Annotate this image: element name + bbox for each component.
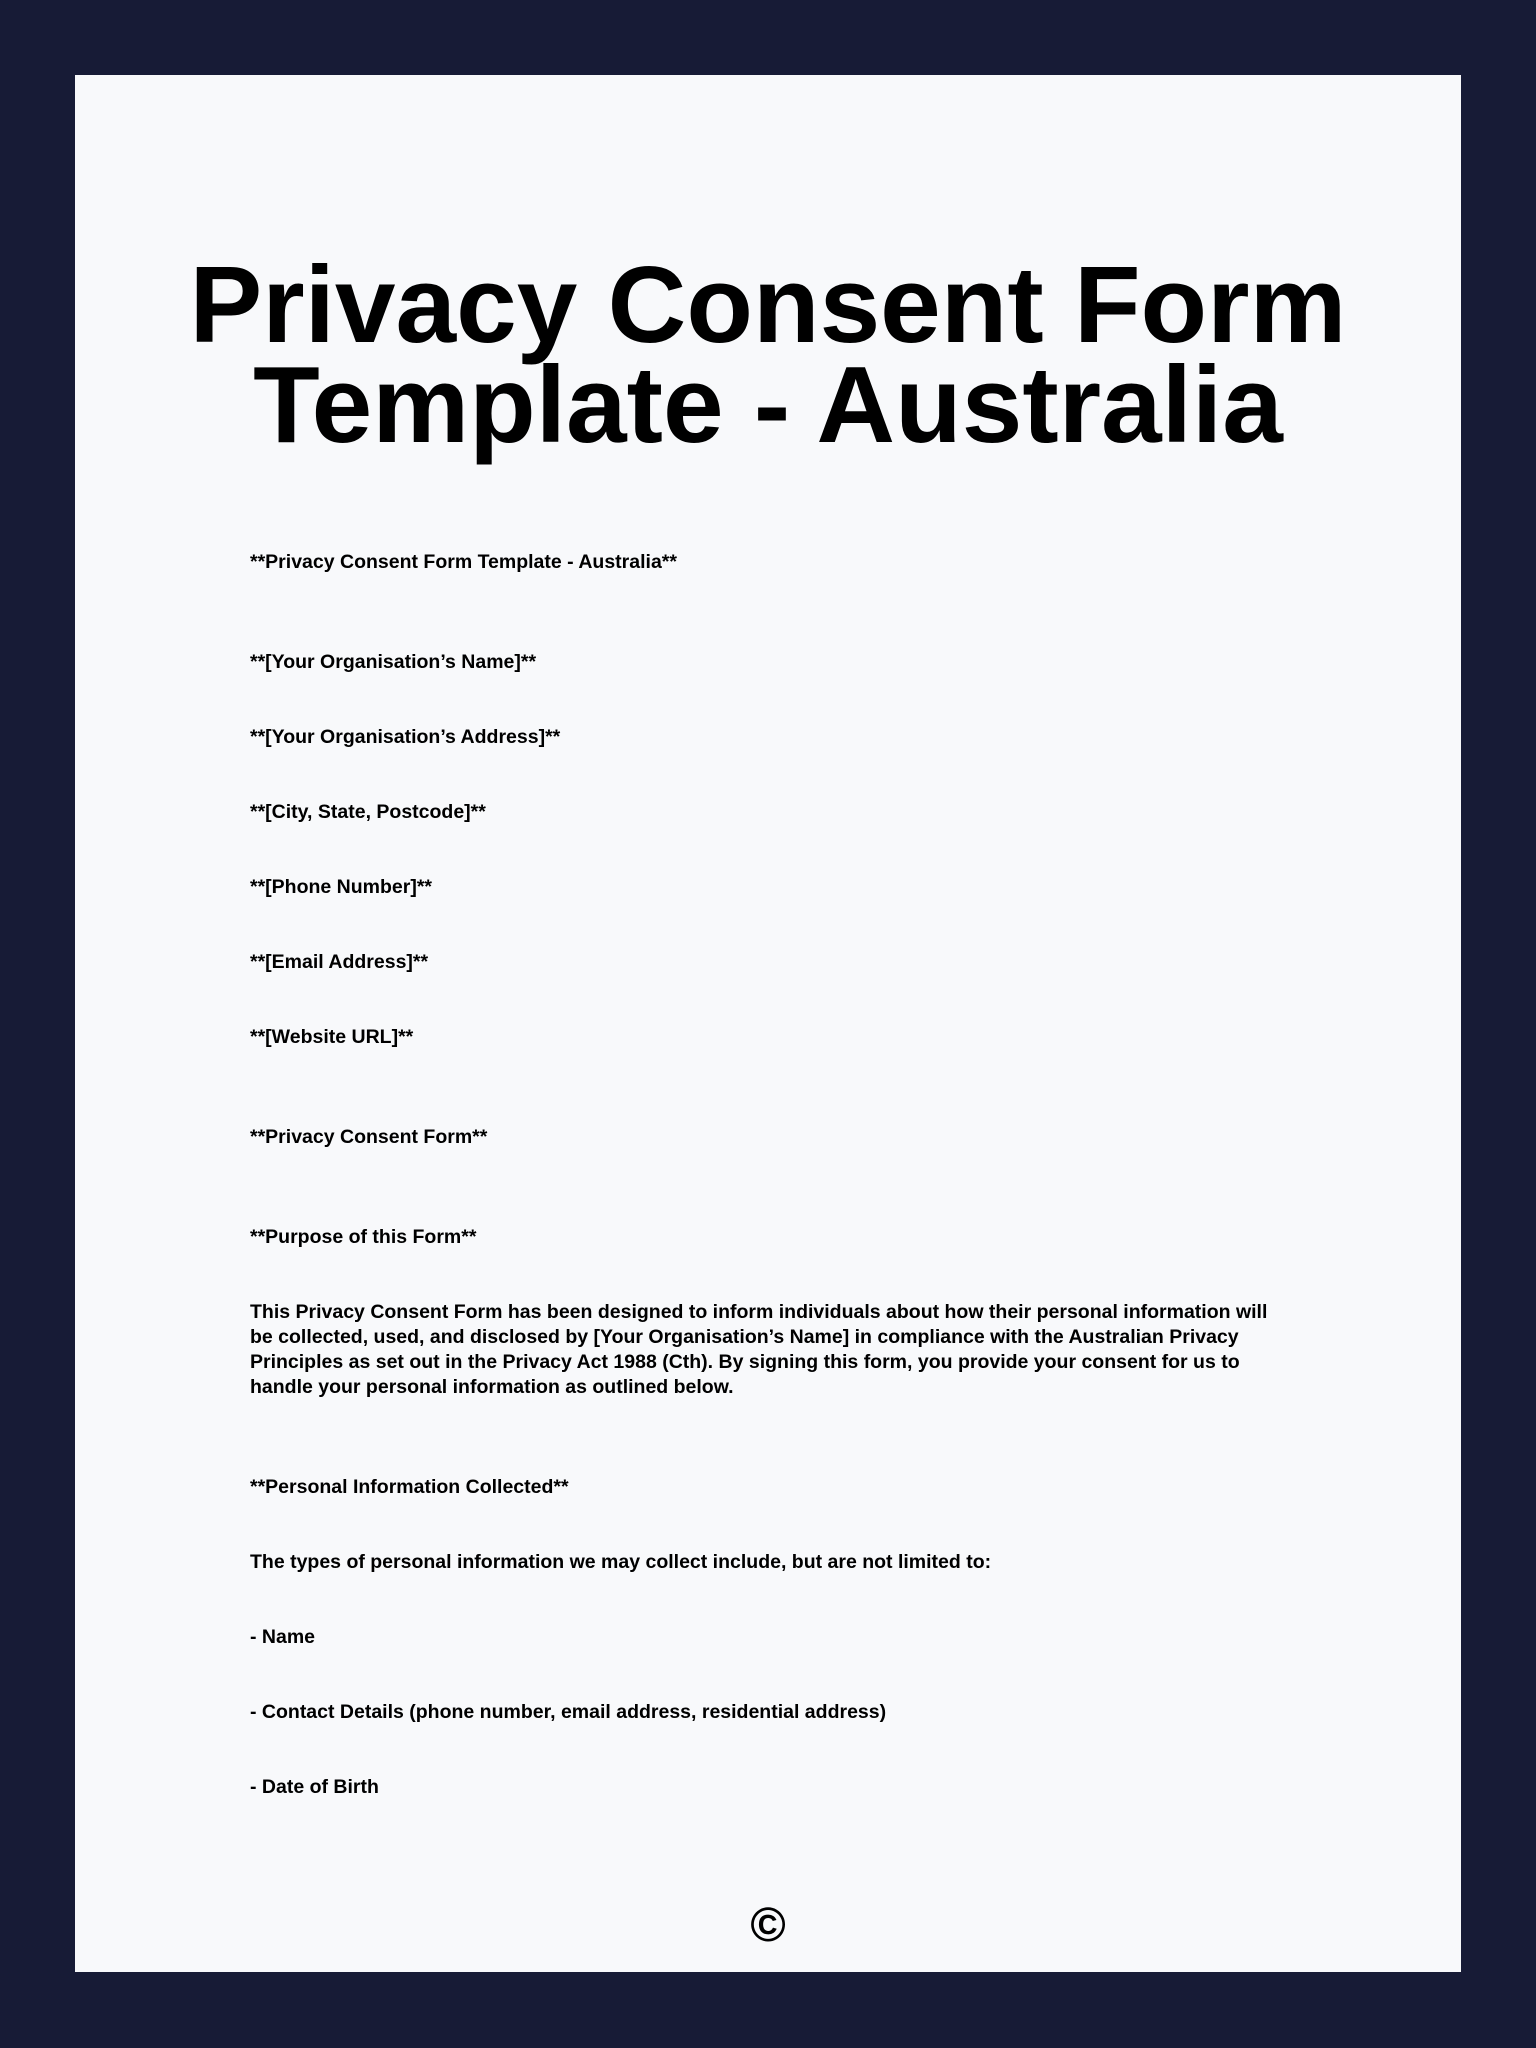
purpose-heading: **Purpose of this Form** (250, 1226, 477, 1248)
purpose-paragraph: This Privacy Consent Form has been designed to inform individuals about how their personal information will be collected, used, and disclosed by [Your Organisation’s Name] in compliance with the Australian Privacy Principles as set out in the Privacy Act 1988 (Cth). By signing this form, you provide your consent for us to handle your personal information as outlined below. (250, 1301, 1268, 1398)
form-heading: **Privacy Consent Form** (250, 1126, 488, 1148)
org-address-placeholder: **[Your Organisation’s Address]** (250, 726, 561, 748)
page-title (75, 244, 1461, 466)
title-line-1: Privacy Consent Form (189, 244, 1347, 366)
document-heading: **Privacy Consent Form Template - Australia** (250, 551, 677, 573)
copyright-icon: © (750, 1899, 786, 1952)
title-line-2: Template - Australia (253, 344, 1283, 466)
list-item-name: - Name (250, 1626, 316, 1648)
phone-placeholder: **[Phone Number]** (250, 876, 433, 898)
website-placeholder: **[Website URL]** (250, 1026, 414, 1048)
org-name-placeholder: **[Your Organisation’s Name]** (250, 651, 537, 673)
email-placeholder: **[Email Address]** (250, 951, 429, 973)
city-state-placeholder: **[City, State, Postcode]** (250, 801, 486, 823)
list-item-contact: - Contact Details (phone number, email address, residential address) (250, 1701, 887, 1723)
list-item-dob: - Date of Birth (250, 1776, 379, 1798)
document-page (75, 75, 1461, 1972)
types-intro: The types of personal information we may collect include, but are not limited to: (250, 1551, 992, 1573)
personal-info-heading: **Personal Information Collected** (250, 1476, 569, 1498)
